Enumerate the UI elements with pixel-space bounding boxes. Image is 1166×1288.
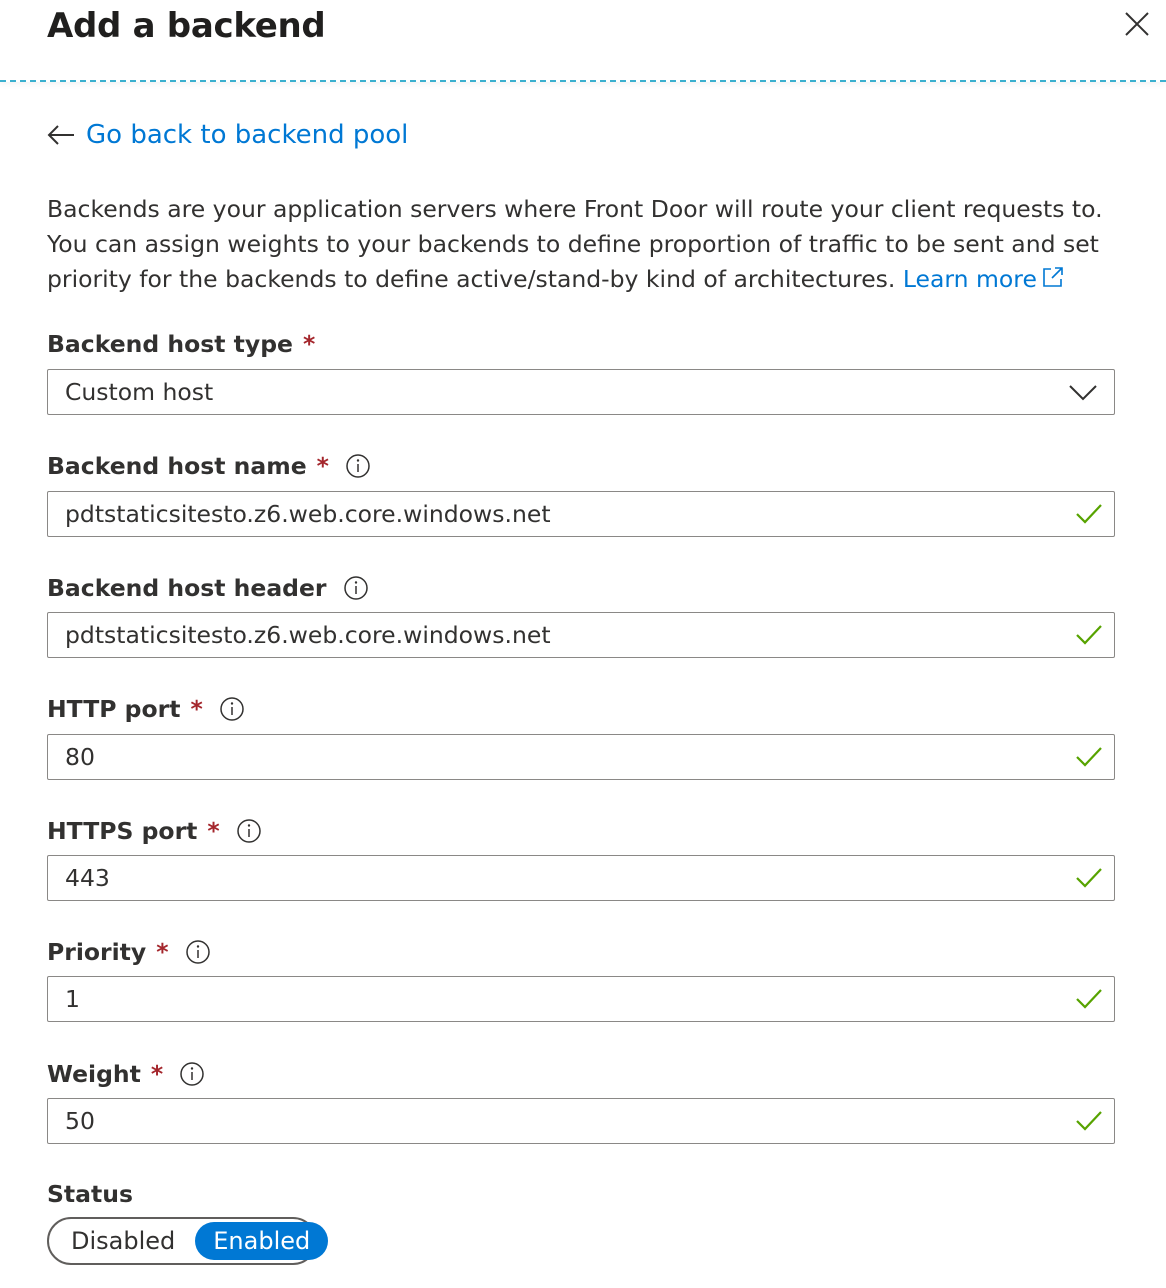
https-port-label: HTTPS port * bbox=[47, 813, 262, 849]
checkmark-icon bbox=[1074, 987, 1104, 1011]
host-header-label: Backend host header bbox=[47, 570, 369, 606]
required-marker: * bbox=[207, 817, 220, 845]
priority-label: Priority * bbox=[47, 934, 211, 970]
checkmark-icon bbox=[1074, 745, 1104, 769]
required-marker: * bbox=[302, 330, 316, 358]
info-icon[interactable] bbox=[219, 696, 245, 722]
host-header-value: pdtstaticsitesto.z6.web.core.windows.net bbox=[65, 621, 551, 649]
checkmark-icon bbox=[1074, 623, 1104, 647]
weight-input[interactable] bbox=[47, 1098, 1115, 1144]
info-icon[interactable] bbox=[179, 1061, 205, 1087]
info-icon[interactable] bbox=[185, 939, 211, 965]
status-toggle[interactable] bbox=[47, 1217, 317, 1265]
checkmark-icon bbox=[1074, 866, 1104, 890]
status-option-enabled[interactable]: Enabled bbox=[195, 1222, 328, 1260]
priority-input[interactable] bbox=[47, 976, 1115, 1022]
required-marker: * bbox=[190, 695, 203, 723]
checkmark-icon bbox=[1074, 1109, 1104, 1133]
weight-value: 50 bbox=[65, 1107, 95, 1135]
host-type-label: Backend host type * bbox=[47, 330, 316, 358]
arrow-left-icon bbox=[46, 124, 76, 146]
priority-value: 1 bbox=[65, 985, 80, 1013]
checkmark-icon bbox=[1074, 502, 1104, 526]
http-port-label: HTTP port * bbox=[47, 691, 245, 727]
header-divider bbox=[0, 80, 1166, 82]
info-icon[interactable] bbox=[236, 818, 262, 844]
host-name-input[interactable] bbox=[47, 491, 1115, 537]
required-marker: * bbox=[150, 1060, 164, 1088]
host-name-value: pdtstaticsitesto.z6.web.core.windows.net bbox=[65, 500, 551, 528]
host-type-dropdown[interactable] bbox=[47, 369, 1115, 415]
back-to-backend-pool-link[interactable] bbox=[46, 112, 408, 158]
description-text: Backends are your application servers where Front Door will route your client requests to. You can assign weights to your backends to define proportion of traffic to be sent and set priority for the backends to define active/stand-by kind of architectures. bbox=[47, 195, 1103, 293]
host-name-label: Backend host name * bbox=[47, 448, 371, 484]
status-label: Status bbox=[47, 1180, 133, 1208]
back-link-label[interactable]: Go back to backend pool bbox=[86, 120, 409, 150]
required-marker: * bbox=[156, 938, 169, 966]
info-icon[interactable] bbox=[345, 453, 371, 479]
https-port-input[interactable] bbox=[47, 855, 1115, 901]
info-icon[interactable] bbox=[343, 575, 369, 601]
weight-label: Weight * bbox=[47, 1056, 205, 1092]
panel-description bbox=[47, 192, 1137, 297]
https-port-value: 443 bbox=[65, 864, 110, 892]
required-marker: * bbox=[316, 452, 329, 480]
panel-header bbox=[0, 0, 1166, 82]
chevron-down-icon[interactable] bbox=[1068, 382, 1098, 402]
http-port-input[interactable] bbox=[47, 734, 1115, 780]
status-option-disabled[interactable]: Disabled bbox=[71, 1227, 176, 1255]
host-type-value: Custom host bbox=[65, 378, 214, 406]
learn-more-link[interactable]: Learn more bbox=[902, 265, 1037, 293]
http-port-value: 80 bbox=[65, 743, 95, 771]
panel-title: Add a backend bbox=[47, 6, 326, 46]
external-link-icon[interactable] bbox=[1041, 265, 1065, 289]
close-icon[interactable] bbox=[1121, 8, 1153, 40]
host-header-input[interactable] bbox=[47, 612, 1115, 658]
